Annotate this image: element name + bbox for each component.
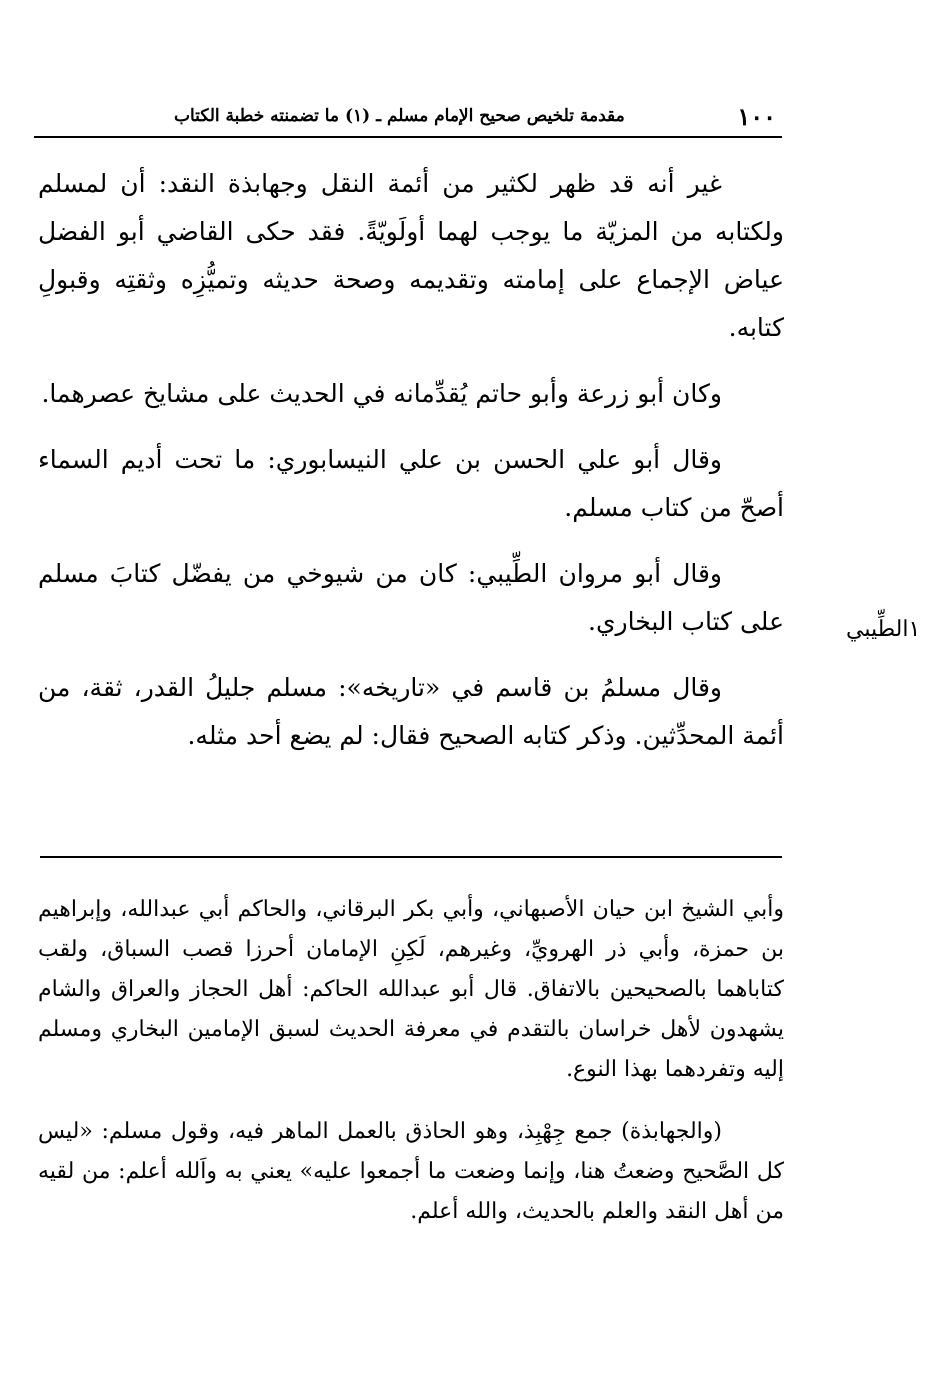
footnote: وأبي الشيخ ابن حيان الأصبهاني، وأبي بكر البرقاني، والحاكم أبي عبدالله، وإبراهيم بن حمزة، وأبي ذر الهرويِّ، وغيرهم، لَكِنِ الإمامان أحرزا قصب السباق، ولقب كتاباهما بالصحيحين بالاتفاق. قال أبو عبدالله الحاكم: أهل الحجاز والعراق والشام يشهدون لأهل خراسان بالتقدم في معرفة الحديث لسبق الإمامين البخاري ومسلم إليه وتفردهما بهذا النوع. [38, 897, 784, 1082]
paragraph: وقال أبو علي الحسن بن علي النيسابوري: ما تحت أديم السماء أصحّ من كتاب مسلم. [38, 445, 784, 522]
paragraph: وقال أبو مروان الطِّيبي: كان من شيوخي من يفضّل كتابَ مسلم على كتاب البخاري. [38, 559, 784, 636]
footnote: (والجهابذة) جمع جِهْبِذ، وهو الحاذق بالعمل الماهر فيه، وقول مسلم: «ليس كل الصَّحيح وضعتُ هنا، وإنما وضعت ما أجمعوا عليه» يعني به واَلله أعلم: من لقيه من أهل النقد والعلم بالحديث، والله أعلم. [38, 1119, 784, 1224]
page-number: ١٠٠ [737, 102, 776, 131]
running-title: مقدمة تلخيص صحيح الإمام مسلم ـ (١) ما تضمنته خطبة الكتاب [174, 106, 625, 126]
paragraph: وقال مسلمُ بن قاسم في «تاريخه»: مسلم جليلُ القدر، ثقة، من أئمة المحدِّثين. وذكر كتابه الصحيح فقال: لم يضع أحد مثله. [38, 673, 784, 750]
footnotes [38, 890, 784, 1254]
footnote-divider [40, 856, 782, 858]
paragraph: وكان أبو زرعة وأبو حاتم يُقدِّمانه في الحديث على مشايخ عصرهما. [41, 379, 722, 408]
page-header [34, 100, 782, 138]
paragraph: غير أنه قد ظهر لكثير من أئمة النقل وجهابذة النقد: أن لمسلم ولكتابه من المزيّة ما يوجب لهما أولَويّةً. فقد حكى القاضي أبو الفضل عياض الإجماع على إمامته وتقديمه وصحة حديثه وتميُّزِه وثقتِه وقبولِ كتابه. [38, 169, 784, 342]
main-text [38, 160, 784, 778]
margin-note: ١الطِّيبي [846, 617, 921, 642]
